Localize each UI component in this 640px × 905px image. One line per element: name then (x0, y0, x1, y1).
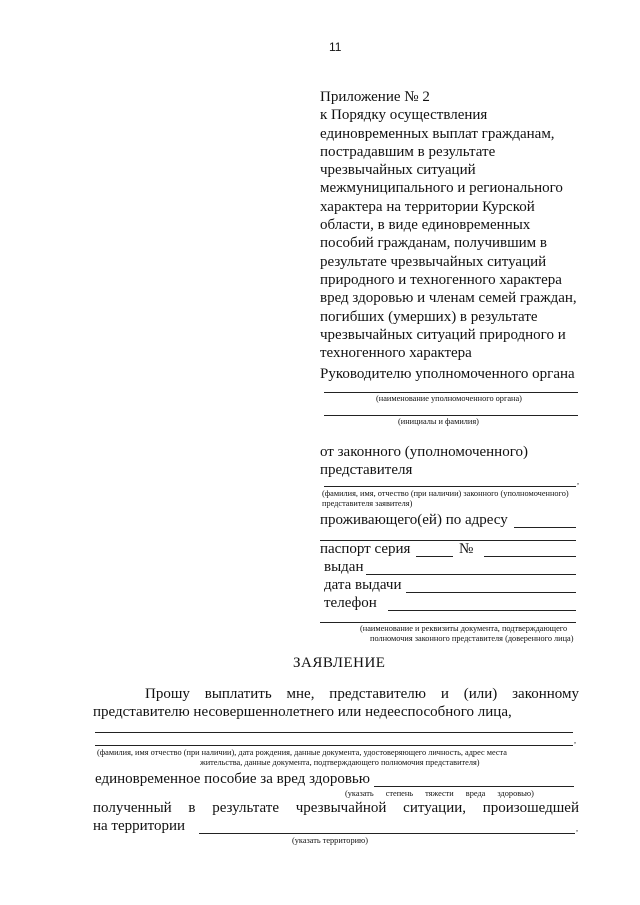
organ-field-line[interactable] (324, 392, 578, 393)
person-hint-line1: (фамилия, имя отчество (при наличии), дата рождения, данные документа, удостоверяющего личность, адрес места (97, 748, 507, 757)
person-field-line-1[interactable] (95, 732, 573, 733)
received-line: полученный в результате чрезвычайной ситуации, произошедшей (93, 800, 579, 816)
document-hint-line1: (наименование и реквизиты документа, подтверждающего (360, 624, 568, 633)
person-hint-line2: жительства, данные документа, подтверждающего полномочия представителя) (200, 758, 480, 767)
phone-field[interactable] (388, 610, 576, 611)
benefit-label: единовременное пособие за вред здоровью (95, 771, 370, 787)
appendix-line: пострадавшим в результате (320, 143, 496, 160)
document-hint-line2: полномочия законного представителя (доверенного лица) (370, 634, 574, 643)
appendix-line: межмуниципального и регионального (320, 180, 563, 197)
issue-date-field[interactable] (406, 592, 576, 593)
appendix-line: единовременных выплат гражданам, (320, 125, 555, 142)
territory-field-comma: , (576, 824, 579, 833)
appendix-line: техногенного характера (320, 345, 472, 362)
appendix-line: к Порядку осуществления (320, 107, 488, 124)
addressee-label: Руководителю уполномоченного органа (320, 366, 575, 382)
appendix-line: чрезвычайных ситуаций природного и (320, 326, 566, 343)
appendix-line: характера на территории Курской (320, 198, 535, 215)
severity-field-line[interactable] (374, 786, 574, 787)
appendix-line: Приложение № 2 (320, 89, 430, 105)
statement-paragraph-line1: Прошу выплатить мне, представителю и (или) законному (145, 686, 579, 702)
address-label: проживающего(ей) по адресу (320, 512, 508, 528)
document-field-line[interactable] (320, 622, 576, 623)
initials-field-line[interactable] (324, 415, 578, 416)
appendix-line: области, в виде единовременных (320, 217, 531, 234)
organ-hint: (наименование уполномоченного органа) (376, 394, 522, 403)
fio-hint-line2: представителя заявителя) (322, 499, 413, 508)
statement-title: ЗАЯВЛЕНИЕ (293, 655, 386, 671)
page-number: 11 (329, 40, 342, 54)
appendix-line: погибших (умерших) в результате (320, 308, 538, 325)
passport-series-field[interactable] (416, 556, 453, 557)
appendix-header (320, 88, 600, 362)
person-field-line-2[interactable] (95, 745, 573, 746)
appendix-line: природного и техногенного характера (320, 271, 562, 288)
representative-field-line[interactable] (324, 486, 576, 487)
field-comma: , (577, 477, 580, 486)
from-label-line2: представителя (320, 462, 413, 478)
issued-label: выдан (324, 559, 364, 575)
passport-number-label: № (459, 541, 474, 557)
issue-date-label: дата выдачи (324, 577, 402, 593)
address-field-line[interactable] (514, 527, 576, 528)
from-label-line1: от законного (уполномоченного) (320, 444, 528, 460)
severity-hint: (указать степень тяжести вреда здоровью) (345, 789, 534, 798)
appendix-line: вред здоровью и членам семей граждан, (320, 290, 577, 307)
territory-hint: (указать территорию) (292, 836, 368, 845)
passport-number-field[interactable] (484, 556, 576, 557)
territory-field-line[interactable] (199, 833, 575, 834)
fio-hint-line1: (фамилия, имя, отчество (при наличии) законного (уполномоченного) (322, 489, 569, 498)
initials-hint: (инициалы и фамилия) (398, 417, 479, 426)
appendix-line: чрезвычайных ситуаций (320, 162, 476, 179)
person-field-comma: , (574, 736, 577, 745)
territory-label: на территории (93, 818, 186, 834)
statement-paragraph-line2: представителю несовершеннолетнего или недееспособного лица, (93, 704, 512, 720)
issued-field[interactable] (366, 574, 576, 575)
appendix-line: результате чрезвычайных ситуаций (320, 253, 547, 270)
passport-series-label: паспорт серия (320, 541, 411, 557)
appendix-line: пособий гражданам, получившим в (320, 235, 548, 252)
phone-label: телефон (324, 595, 377, 611)
